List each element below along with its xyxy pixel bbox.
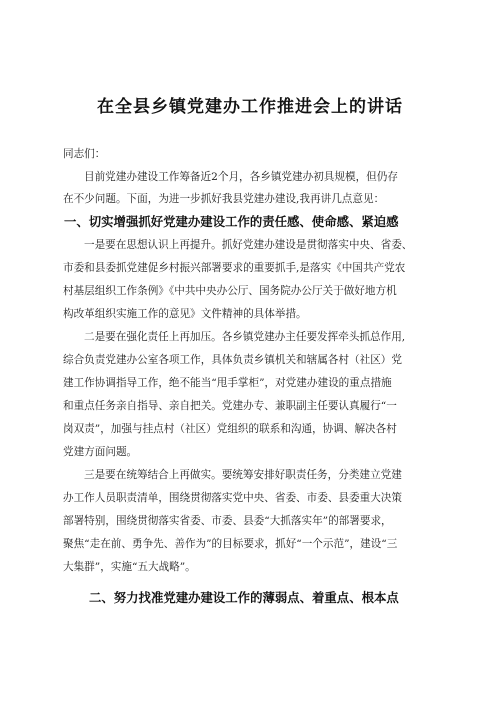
paragraph-line: 三是要在统筹结合上再做实。要统筹安排好职责任务，分类建立党建 (84, 469, 402, 481)
paragraph-line: 大集群”，实施“五大战略”。 (63, 561, 196, 573)
paragraph-line: 办工作人员职责清单，围绕贯彻落实党中央、省委、市委、县委重大决策 (63, 492, 402, 504)
paragraph-line: 党建方面问题。 (63, 446, 138, 458)
paragraph-line: 和重点任务亲自指导、亲自把关。党建办专、兼职副主任要认真履行“一 (63, 400, 397, 412)
paragraph-line: 部署特别，围绕贯彻落实省委、市委、县委“大抓落实年”的部署要求， (63, 515, 392, 527)
paragraph-line: 建工作协调指导工作，绝不能当“甩手掌柜”，对党建办建设的重点措施 (63, 377, 392, 389)
paragraph-line: 市委和县委抓党建促乡村振兴部署要求的重要抓手,是落实《中国共产党农 (63, 262, 406, 274)
paragraph-line: 岗双责”，加强与挂点村（社区）党组织的联系和沟通，协调、解决各村 (63, 423, 397, 435)
paragraph-line: 构改革组织实施工作的意见》文件精神的具体举措。 (63, 308, 307, 320)
salutation: 同志们： (63, 148, 106, 160)
paragraph-line: 二是要在强化责任上再加压。各乡镇党建办主任要发挥牵头抓总作用, (84, 331, 406, 343)
section-heading-2: 二、努力找准党建办建设工作的薄弱点、着重点、根本点 (89, 590, 399, 605)
paragraph-line: 综合负责党建办公室各项工作，具体负责乡镇机关和辖属各村（社区）党 (63, 354, 402, 366)
section-heading-1: 一、切实增强抓好党建办建设工作的责任感、使命感、紧迫感 (64, 214, 399, 229)
intro-line: 目前党建办建设工作筹备近2个月，各乡镇党建办初具规模，但仍存 (84, 171, 398, 183)
paragraph-line: 聚焦“走在前、勇争先、善作为”的目标要求，抓好“一个示范”，建设“三 (63, 538, 398, 550)
paragraph-line: 村基层组织工作条例》《中共中央办公厅、国务院办公厅关于做好地方机 (63, 285, 397, 297)
paragraph-line: 一是要在思想认识上再提升。抓好党建办建设是贯彻落实中央、省委、 (84, 239, 413, 251)
intro-line: 在不少问题。下面，为进一步抓好我县党建办建设,我再讲几点意见： (63, 193, 385, 205)
document-title: 在全县乡镇党建办工作推进会上的讲话 (97, 97, 403, 117)
